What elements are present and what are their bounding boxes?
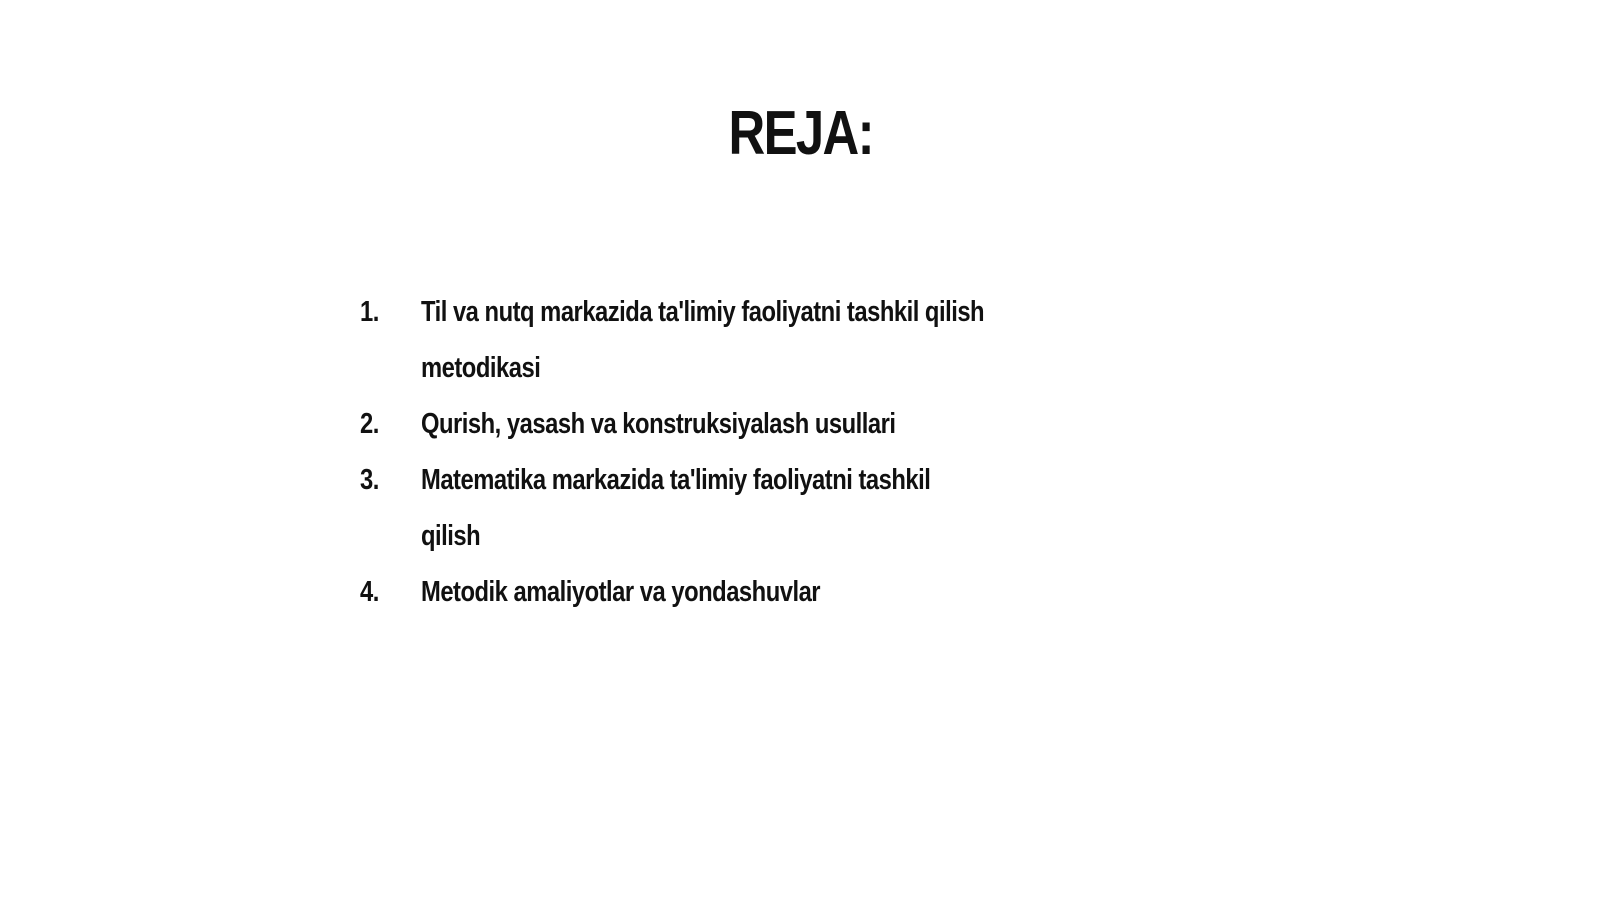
list-item-text: Metodik amaliyotlar va yondashuvlar bbox=[421, 576, 821, 608]
plan-list bbox=[360, 284, 1120, 620]
list-item bbox=[360, 452, 1120, 564]
list-item-text: Qurish, yasash va konstruksiyalash usullari bbox=[421, 408, 896, 440]
list-item bbox=[360, 284, 1120, 340]
list-item bbox=[360, 564, 1120, 620]
list-item-continuation bbox=[360, 340, 1120, 396]
list-item-number: 2. bbox=[360, 408, 379, 440]
slide-title: REJA: bbox=[728, 99, 873, 168]
list-item bbox=[360, 396, 1120, 452]
list-item-number: 1. bbox=[360, 296, 379, 328]
list-item-number: 4. bbox=[360, 576, 379, 608]
list-item-text: Matematika markazida ta'limiy faoliyatni tashkil qilish bbox=[421, 464, 931, 552]
list-item-text: metodikasi bbox=[421, 352, 541, 384]
list-item-text: Til va nutq markazida ta'limiy faoliyatni tashkil qilish bbox=[421, 296, 985, 328]
list-item-number: 3. bbox=[360, 464, 379, 496]
